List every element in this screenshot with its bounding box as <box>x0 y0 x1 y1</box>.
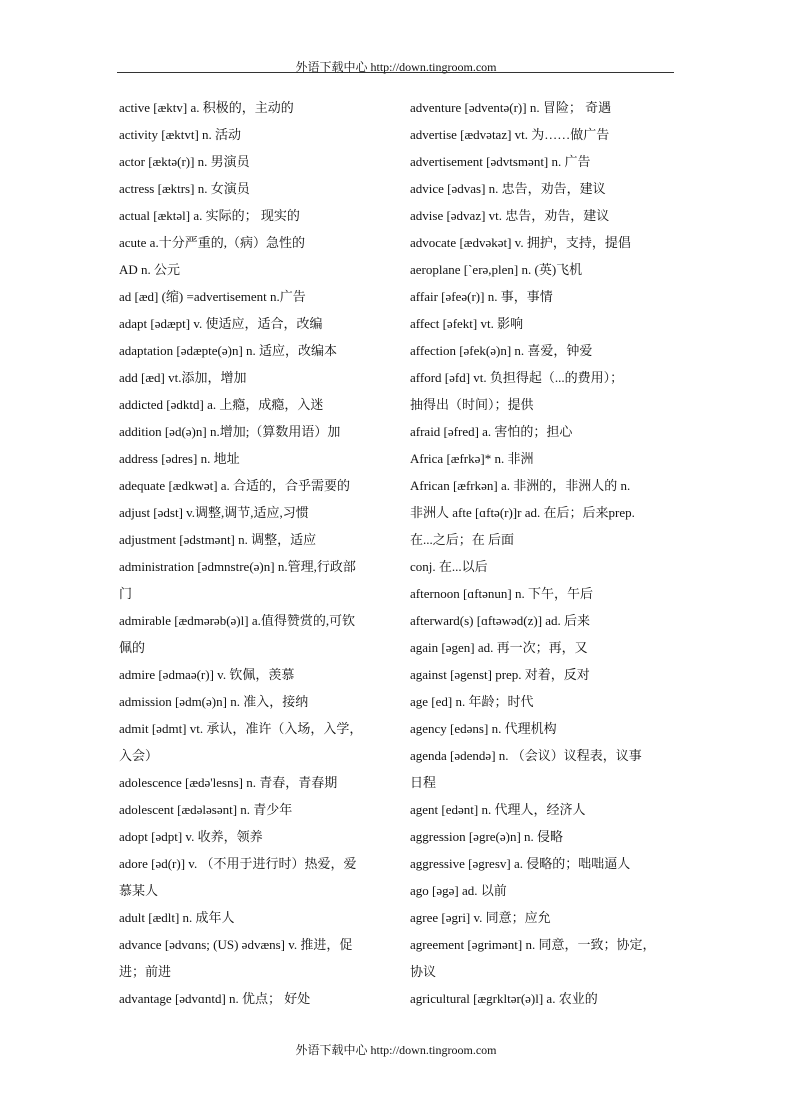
vocab-entry: advantage [ədvɑntd] n. 优点； 好处 <box>119 991 311 1006</box>
vocab-entry: 门 <box>119 586 133 601</box>
vocab-entry: adore [əd(r)] v. （不用于进行时）热爱，爱 <box>119 856 357 871</box>
vocab-entry: agenda [ədendə] n. （会议）议程表，议事 <box>410 748 642 763</box>
vocab-entry: afraid [əfred] a. 害怕的；担心 <box>410 424 573 439</box>
vocab-entry: 日程 <box>410 775 437 790</box>
vocab-entry: 进；前进 <box>119 964 172 979</box>
vocab-entry: conj. 在...以后 <box>410 559 488 574</box>
vocab-entry: admirable [ædmərəb(ə)l] a.值得赞赏的,可钦 <box>119 613 356 628</box>
vocab-entry: again [əgen] ad. 再一次；再，又 <box>410 640 588 655</box>
vocab-entry: adaptation [ədæpte(ə)n] n. 适应，改编本 <box>119 343 338 358</box>
vocab-entry: adolescent [ædələsənt] n. 青少年 <box>119 802 293 817</box>
vocab-entry: 入会） <box>119 748 159 763</box>
vocab-entry: aggression [əgre(ə)n] n. 侵略 <box>410 829 564 844</box>
vocab-entry: 协议 <box>410 964 437 979</box>
vocab-entry: admire [ədmaə(r)] v. 钦佩，羡慕 <box>119 667 295 682</box>
vocab-entry: 抽得出（时间）；提供 <box>410 397 534 412</box>
vocab-entry: adult [ædlt] n. 成年人 <box>119 910 235 925</box>
vocab-entry: activity [æktvt] n. 活动 <box>119 127 242 142</box>
vocab-entry: aeroplane [`erə,plen] n. (英)飞机 <box>410 262 583 277</box>
vocab-entry: adolescence [ædə'lesns] n. 青春，青春期 <box>119 775 338 790</box>
vocab-entry: adapt [ədæpt] v. 使适应，适合，改编 <box>119 316 323 331</box>
vocab-entry: actual [æktəl] a. 实际的； 现实的 <box>119 208 300 223</box>
vocab-entry: affection [əfek(ə)n] n. 喜爱，钟爱 <box>410 343 593 358</box>
vocab-entry: acute a.十分严重的,（病）急性的 <box>119 235 305 250</box>
vocab-entry: AD n. 公元 <box>119 262 181 277</box>
vocab-entry: 慕某人 <box>119 883 159 898</box>
vocab-entry: age [ed] n. 年龄；时代 <box>410 694 534 709</box>
vocab-entry: adjust [ədst] v.调整,调节,适应,习惯 <box>119 505 309 520</box>
vocab-entry: agricultural [ægrkltər(ə)l] a. 农业的 <box>410 991 598 1006</box>
vocab-entry: advertisement [ədvtsmənt] n. 广告 <box>410 154 591 169</box>
vocab-entry: adjustment [ədstmənt] n. 调整，适应 <box>119 532 317 547</box>
header-rule <box>117 72 674 73</box>
vocab-entry: aggressive [əgresv] a. 侵略的；咄咄逼人 <box>410 856 631 871</box>
vocab-entry: advise [ədvaz] vt. 忠告，劝告，建议 <box>410 208 610 223</box>
vocab-entry: ago [əgə] ad. 以前 <box>410 883 507 898</box>
vocab-entry: adventure [ədventə(r)] n. 冒险； 奇遇 <box>410 100 612 115</box>
vocab-entry: admit [ədmt] vt. 承认，准许（入场，入学， <box>119 721 363 736</box>
vocab-entry: affect [əfekt] vt. 影响 <box>410 316 524 331</box>
page-header: 外语下载中心 http://down.tingroom.com <box>295 60 497 74</box>
vocab-entry: agency [edəns] n. 代理机构 <box>410 721 557 736</box>
vocab-entry: add [æd] vt.添加，增加 <box>119 370 247 385</box>
vocab-entry: 在...之后；在 后面 <box>410 532 515 547</box>
vocab-entry: administration [ədmnstre(ə)n] n.管理,行政部 <box>119 559 356 574</box>
vocab-entry: 佩的 <box>119 640 146 655</box>
vocab-entry: actress [æktrs] n. 女演员 <box>119 181 250 196</box>
vocab-entry: 非洲人 afte [ɑftə(r)]r ad. 在后；后来prep. <box>410 505 635 520</box>
vocab-entry: adopt [ədpt] v. 收养，领养 <box>119 829 263 844</box>
vocab-entry: afford [əfd] vt. 负担得起（...的费用）； <box>410 370 624 385</box>
vocab-entry: actor [æktə(r)] n. 男演员 <box>119 154 250 169</box>
vocab-entry: agreement [əgrimənt] n. 同意，一致；协定， <box>410 937 656 952</box>
vocab-entry: admission [ədm(ə)n] n. 准入，接纳 <box>119 694 309 709</box>
vocab-entry: Africa [æfrkə]* n. 非洲 <box>410 451 534 466</box>
vocab-entry: addicted [ədktd] a. 上瘾，成瘾，入迷 <box>119 397 324 412</box>
vocab-entry: afterward(s) [ɑftəwəd(z)] ad. 后来 <box>410 613 591 628</box>
vocab-entry: addition [əd(ə)n] n.增加;（算数用语）加 <box>119 424 341 439</box>
vocab-entry: against [əgenst] prep. 对着，反对 <box>410 667 590 682</box>
vocab-entry: advance [ədvɑns; (US) ədvæns] v. 推进，促 <box>119 937 353 952</box>
vocab-entry: adequate [ædkwət] a. 合适的，合乎需要的 <box>119 478 351 493</box>
page-footer: 外语下载中心 http://down.tingroom.com <box>295 1043 497 1057</box>
vocab-entry: African [æfrkən] a. 非洲的，非洲人的 n. <box>410 478 631 493</box>
vocab-entry: afternoon [ɑftənun] n. 下午，午后 <box>410 586 593 601</box>
vocab-entry: active [æktv] a. 积极的，主动的 <box>119 100 294 115</box>
left-column <box>119 94 381 1012</box>
vocab-entry: advertise [ædvətaz] vt. 为……做广告 <box>410 127 610 142</box>
vocab-entry: ad [æd] (缩) =advertisement n.广告 <box>119 289 306 304</box>
vocab-entry: agent [edənt] n. 代理人，经济人 <box>410 802 586 817</box>
vocab-entry: advocate [ædvəkət] v. 拥护，支持，提倡 <box>410 235 631 250</box>
vocab-entry: agree [əgri] v. 同意；应允 <box>410 910 551 925</box>
vocab-entry: advice [ədvas] n. 忠告，劝告，建议 <box>410 181 606 196</box>
right-column <box>410 94 672 1012</box>
vocab-entry: address [ədres] n. 地址 <box>119 451 240 466</box>
vocab-entry: affair [əfeə(r)] n. 事，事情 <box>410 289 553 304</box>
